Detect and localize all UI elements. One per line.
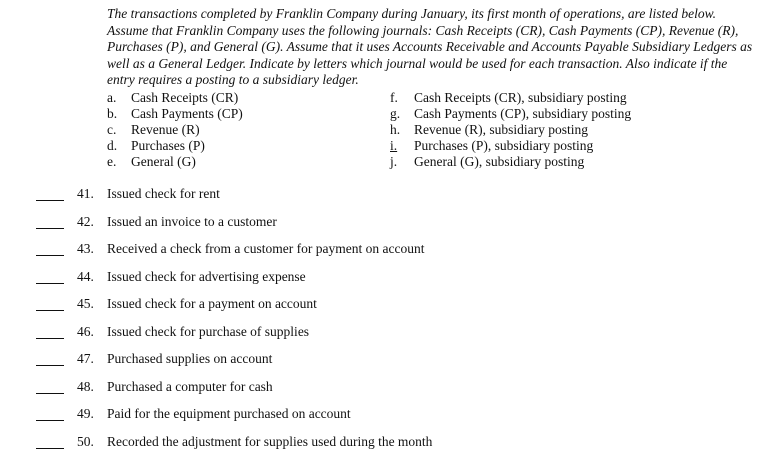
option-letter: f. — [390, 90, 398, 105]
question-47 — [0, 351, 784, 371]
question-text: Issued an invoice to a customer — [107, 213, 277, 229]
options-right-column — [390, 90, 631, 170]
answer-blank[interactable] — [36, 365, 64, 366]
option-letter: d. — [107, 138, 118, 153]
option-h — [390, 122, 631, 138]
question-48 — [0, 379, 784, 399]
option-f — [390, 90, 631, 106]
option-text: Revenue (R), subsidiary posting — [414, 122, 588, 137]
question-number: 49. — [77, 406, 94, 421]
question-text: Issued check for rent — [107, 186, 220, 201]
question-number: 41. — [77, 186, 94, 201]
option-text: Revenue (R) — [131, 122, 200, 137]
option-letter: c. — [107, 122, 117, 137]
question-42 — [0, 214, 784, 234]
option-letter: a. — [107, 90, 117, 105]
question-text: Issued check for purchase of supplies — [107, 323, 310, 339]
question-text: Issued check for a payment on account — [107, 296, 317, 311]
question-text: Paid for the equipment purchased on account — [107, 406, 351, 421]
question-49 — [0, 406, 784, 426]
option-letter: h. — [390, 122, 401, 137]
question-number: 42. — [77, 213, 94, 229]
option-text: Purchases (P), subsidiary posting — [414, 138, 594, 153]
option-letter: e. — [107, 154, 117, 169]
options-left-column — [107, 90, 243, 170]
question-number: 46. — [77, 323, 94, 339]
answer-blank[interactable] — [36, 448, 64, 449]
answer-blank[interactable] — [36, 255, 64, 256]
question-text: Issued check for advertising expense — [107, 268, 306, 284]
option-text: Cash Receipts (CR), subsidiary posting — [414, 90, 627, 105]
option-letter: g. — [390, 106, 401, 121]
question-text: Recorded the adjustment for supplies used during the month — [107, 433, 433, 449]
answer-blank[interactable] — [36, 310, 64, 311]
option-text: General (G) — [131, 154, 196, 169]
option-text: Cash Payments (CP), subsidiary posting — [414, 106, 632, 121]
option-a — [107, 90, 243, 106]
question-text: Received a check from a customer for payment on account — [107, 241, 425, 256]
question-text: Purchased a computer for cash — [107, 378, 273, 394]
option-d — [107, 138, 243, 154]
answer-blank[interactable] — [36, 393, 64, 394]
question-number: 44. — [77, 268, 94, 284]
question-number: 47. — [77, 351, 94, 366]
question-number: 45. — [77, 296, 94, 311]
question-43 — [0, 241, 784, 261]
option-text: Cash Payments (CP) — [131, 106, 243, 121]
option-e — [107, 154, 243, 170]
option-j — [390, 154, 631, 170]
option-i — [390, 138, 631, 154]
answer-blank[interactable] — [36, 228, 64, 229]
question-50 — [0, 434, 784, 454]
option-text: Purchases (P) — [131, 138, 205, 153]
question-number: 43. — [77, 241, 94, 256]
answer-blank[interactable] — [36, 338, 64, 339]
question-45 — [0, 296, 784, 316]
answer-blank[interactable] — [36, 420, 64, 421]
option-letter: b. — [107, 106, 118, 121]
option-letter: i. — [390, 138, 398, 153]
option-c — [107, 122, 243, 138]
question-46 — [0, 324, 784, 344]
option-text: General (G), subsidiary posting — [414, 154, 585, 169]
question-41 — [0, 186, 784, 206]
instructions-paragraph: The transactions completed by Franklin Company during January, its first month of operations, are listed below. Assume that Franklin Company uses the following journals: Cash Receipts (CR), Cash Payments (CP), Revenue (R), Purchases (P), and General (G). Assume that it uses Accounts Receivable and Accounts Payable Subsidiary Ledgers as well as a General Ledger. Indicate by letters which journal would be used for each transaction. Also indicate if the entry requires a posting to a subsidiary ledger. — [107, 6, 753, 87]
option-b — [107, 106, 243, 122]
option-text: Cash Receipts (CR) — [131, 90, 239, 105]
question-number: 50. — [77, 433, 94, 449]
option-letter: j. — [390, 154, 398, 169]
answer-blank[interactable] — [36, 283, 64, 284]
option-g — [390, 106, 631, 122]
answer-blank[interactable] — [36, 200, 64, 201]
question-44 — [0, 269, 784, 289]
question-number: 48. — [77, 378, 94, 394]
question-text: Purchased supplies on account — [107, 351, 273, 366]
